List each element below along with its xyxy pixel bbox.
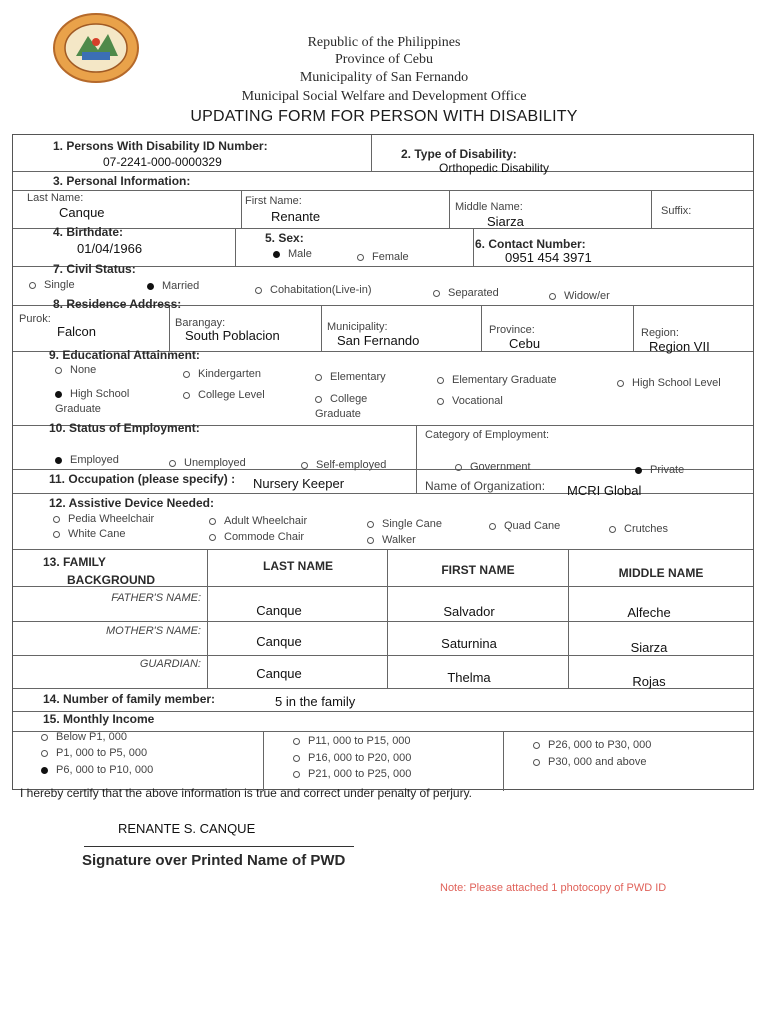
guardian-name-label: GUARDIAN: bbox=[139, 658, 201, 670]
last-name-label: Last Name: bbox=[27, 192, 84, 204]
income-6000-10000[interactable]: P6, 000 to P10, 000 bbox=[41, 764, 153, 776]
father-first-name: Salvador bbox=[443, 604, 495, 619]
education-high-school-graduate[interactable]: High School Graduate bbox=[55, 388, 130, 415]
occupation-label: 11. Occupation (please specify) : bbox=[49, 472, 236, 486]
contact-value: 0951 454 3971 bbox=[505, 250, 592, 265]
municipality-value: San Fernando bbox=[337, 333, 420, 348]
civil-status-cohabitation[interactable]: Cohabitation(Live-in) bbox=[255, 284, 372, 296]
civil-status-separated[interactable]: Separated bbox=[433, 287, 499, 299]
family-background-label-2: BACKGROUND bbox=[67, 573, 155, 587]
middle-name-label: Middle Name: bbox=[455, 201, 523, 213]
organization-label: Name of Organization: bbox=[425, 479, 546, 493]
device-white-cane[interactable]: White Cane bbox=[53, 528, 125, 540]
personal-info-label: 3. Personal Information: bbox=[53, 174, 191, 188]
header-country: Republic of the Philippines bbox=[307, 35, 461, 50]
col-last-name: LAST NAME bbox=[263, 559, 333, 573]
header-municipality: Municipality of San Fernando bbox=[299, 70, 469, 85]
income-16000-20000[interactable]: P16, 000 to P20, 000 bbox=[293, 752, 411, 764]
device-crutches[interactable]: Crutches bbox=[609, 523, 668, 535]
last-name-value: Canque bbox=[59, 205, 105, 220]
father-middle-name: Alfeche bbox=[627, 605, 671, 620]
region-label: Region: bbox=[641, 327, 679, 339]
occupation-value: Nursery Keeper bbox=[253, 476, 345, 491]
family-background-label: 13. FAMILY bbox=[43, 555, 106, 569]
income-1000-5000[interactable]: P1, 000 to P5, 000 bbox=[41, 747, 147, 759]
education-none[interactable]: None bbox=[55, 364, 96, 376]
header-office: Municipal Social Welfare and Development Office bbox=[241, 89, 527, 104]
education-vocational[interactable]: Vocational bbox=[437, 395, 503, 407]
guardian-first-name: Thelma bbox=[447, 670, 491, 685]
pwd-id-value: 07-2241-000-0000329 bbox=[103, 155, 222, 169]
income-30000-above[interactable]: P30, 000 and above bbox=[533, 756, 646, 768]
residence-label: 8. Residence Address: bbox=[53, 297, 182, 311]
civil-status-widow[interactable]: Widow/er bbox=[549, 290, 610, 302]
guardian-middle-name: Rojas bbox=[632, 674, 666, 689]
assistive-device-label: 12. Assistive Device Needed: bbox=[49, 496, 214, 510]
region-value: Region VII bbox=[649, 339, 710, 354]
suffix-label: Suffix: bbox=[661, 205, 692, 217]
device-adult-wheelchair[interactable]: Adult Wheelchair bbox=[209, 515, 307, 527]
sex-option-female[interactable]: Female bbox=[357, 251, 409, 263]
province-label: Province: bbox=[489, 324, 535, 336]
province-value: Cebu bbox=[509, 336, 541, 351]
device-walker[interactable]: Walker bbox=[367, 534, 416, 546]
employment-unemployed[interactable]: Unemployed bbox=[169, 457, 246, 469]
first-name-value: Renante bbox=[271, 209, 321, 224]
education-college-graduate[interactable]: College Graduate bbox=[315, 393, 368, 420]
mother-name-label: MOTHER'S NAME: bbox=[106, 625, 201, 637]
education-elementary[interactable]: Elementary bbox=[315, 371, 386, 383]
mother-last-name: Canque bbox=[256, 634, 302, 649]
employment-self-employed[interactable]: Self-employed bbox=[301, 459, 386, 471]
barangay-value: South Poblacion bbox=[185, 328, 280, 343]
device-quad-cane[interactable]: Quad Cane bbox=[489, 520, 560, 532]
education-high-school-level[interactable]: High School Level bbox=[617, 377, 721, 389]
education-kindergarten[interactable]: Kindergarten bbox=[183, 368, 261, 380]
income-below-1000[interactable]: Below P1, 000 bbox=[41, 731, 127, 743]
education-label: 9. Educational Attainment: bbox=[49, 348, 200, 362]
income-21000-25000[interactable]: P21, 000 to P25, 000 bbox=[293, 768, 411, 780]
purok-value: Falcon bbox=[57, 324, 97, 339]
monthly-income-label: 15. Monthly Income bbox=[43, 712, 155, 726]
signature-label: Signature over Printed Name of PWD bbox=[82, 852, 346, 869]
barangay-label: Barangay: bbox=[175, 317, 226, 329]
disability-type-label: 2. Type of Disability: bbox=[401, 147, 517, 161]
photocopy-note: Note: Please attached 1 photocopy of PWD ID bbox=[440, 882, 667, 894]
employment-employed[interactable]: Employed bbox=[55, 454, 119, 466]
device-pedia-wheelchair[interactable]: Pedia Wheelchair bbox=[53, 513, 154, 525]
income-11000-15000[interactable]: P11, 000 to P15, 000 bbox=[293, 735, 411, 747]
signature-line bbox=[84, 846, 354, 847]
education-college-level[interactable]: College Level bbox=[183, 389, 265, 401]
civil-status-label: 7. Civil Status: bbox=[53, 262, 136, 276]
form-title: UPDATING FORM FOR PERSON WITH DISABILITY bbox=[190, 108, 578, 125]
col-first-name: FIRST NAME bbox=[441, 563, 515, 577]
employment-category-label: Category of Employment: bbox=[425, 429, 550, 441]
mother-middle-name: Siarza bbox=[630, 640, 668, 655]
header-province: Province of Cebu bbox=[335, 52, 433, 67]
guardian-last-name: Canque bbox=[256, 666, 302, 681]
income-26000-30000[interactable]: P26, 000 to P30, 000 bbox=[533, 739, 651, 751]
employment-private[interactable]: Private bbox=[635, 464, 684, 476]
mother-first-name: Saturnina bbox=[441, 636, 497, 651]
pwd-id-label: 1. Persons With Disability ID Number: bbox=[53, 139, 268, 153]
sex-option-male[interactable]: Male bbox=[273, 248, 312, 260]
municipality-label: Municipality: bbox=[327, 321, 388, 333]
birthdate-value: 01/04/1966 bbox=[77, 241, 143, 256]
civil-status-married[interactable]: Married bbox=[147, 280, 199, 292]
first-name-label: First Name: bbox=[245, 195, 302, 207]
disability-type-value: Orthopedic Disability bbox=[439, 161, 550, 175]
purok-label: Purok: bbox=[19, 313, 51, 325]
pwd-form bbox=[12, 134, 754, 790]
organization-value: MCRI Global bbox=[567, 483, 642, 498]
sex-label: 5. Sex: bbox=[265, 231, 304, 245]
signature-printed-name: RENANTE S. CANQUE bbox=[118, 821, 256, 836]
family-members-label: 14. Number of family member: bbox=[43, 692, 216, 706]
civil-status-single[interactable]: Single bbox=[29, 279, 75, 291]
col-middle-name: MIDDLE NAME bbox=[618, 566, 704, 580]
device-single-cane[interactable]: Single Cane bbox=[367, 518, 442, 530]
employment-government[interactable]: Government bbox=[455, 461, 531, 473]
device-commode-chair[interactable]: Commode Chair bbox=[209, 531, 304, 543]
father-last-name: Canque bbox=[256, 603, 302, 618]
family-members-value: 5 in the family bbox=[275, 694, 356, 709]
contact-label: 6. Contact Number: bbox=[475, 237, 586, 251]
birthdate-label: 4. Birthdate: bbox=[53, 225, 124, 239]
middle-name-value: Siarza bbox=[487, 214, 524, 229]
father-name-label: FATHER'S NAME: bbox=[111, 592, 201, 604]
education-elementary-graduate[interactable]: Elementary Graduate bbox=[437, 374, 557, 386]
employment-status-label: 10. Status of Employment: bbox=[49, 421, 200, 435]
certification-text: I hereby certify that the above information is true and correct under penalty of perjury. bbox=[20, 786, 473, 800]
